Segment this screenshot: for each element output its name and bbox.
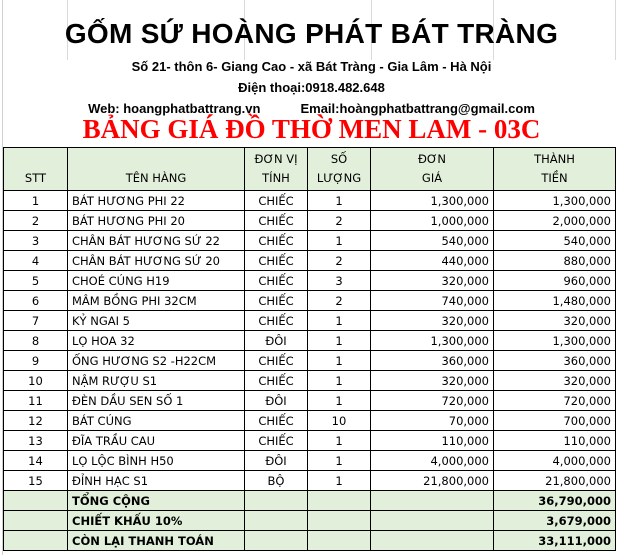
cell-stt: 4	[4, 251, 68, 271]
cell-stt: 10	[4, 371, 68, 391]
col-price	[371, 148, 494, 191]
empty-cell	[308, 491, 371, 511]
table-row	[4, 371, 616, 391]
cell-unit: CHIẾC	[245, 291, 308, 311]
cell-total: 700,000	[494, 411, 616, 431]
website: Web: hoangphatbattrang.vn	[88, 101, 261, 116]
cell-total: 1,300,000	[494, 331, 616, 351]
col-qty-l1: SỐ	[330, 152, 348, 166]
cell-stt: 7	[4, 311, 68, 331]
cell-stt: 12	[4, 411, 68, 431]
table-row	[4, 211, 616, 231]
cell-qty: 1	[308, 471, 371, 491]
table-header	[4, 148, 616, 191]
table-row	[4, 431, 616, 451]
cell-stt: 14	[4, 451, 68, 471]
cell-stt: 6	[4, 291, 68, 311]
cell-name: BÁT HƯƠNG PHI 22	[68, 191, 245, 211]
col-total	[494, 148, 616, 191]
cell-unit: CHIẾC	[245, 311, 308, 331]
cell-total: 1,300,000	[494, 191, 616, 211]
cell-total: 960,000	[494, 271, 616, 291]
cell-qty: 2	[308, 211, 371, 231]
empty-cell	[308, 531, 371, 551]
cell-qty: 1	[308, 391, 371, 411]
cell-unit: CHIẾC	[245, 211, 308, 231]
col-total-l1: THÀNH	[534, 152, 575, 166]
cell-name: NẬM RƯỢU S1	[68, 371, 245, 391]
cell-unit: CHIẾC	[245, 271, 308, 291]
cell-unit: CHIẾC	[245, 251, 308, 271]
cell-price: 1,000,000	[371, 211, 494, 231]
cell-name: ĐĨA TRẦU CAU	[68, 431, 245, 451]
cell-total: 1,480,000	[494, 291, 616, 311]
cell-unit: ĐÔI	[245, 451, 308, 471]
cell-name: LỌ LỘC BÌNH H50	[68, 451, 245, 471]
company-title: GỐM SỨ HOÀNG PHÁT BÁT TRÀNG	[64, 18, 559, 49]
col-price-l2: GIÁ	[421, 171, 443, 185]
col-unit-l1: ĐƠN VỊ	[254, 152, 298, 166]
col-qty	[308, 148, 371, 191]
cell-qty: 10	[308, 411, 371, 431]
cell-qty: 1	[308, 371, 371, 391]
empty-cell	[245, 491, 308, 511]
cell-name: LỌ HOA 32	[68, 331, 245, 351]
table-row	[4, 271, 616, 291]
table-row	[4, 291, 616, 311]
col-unit-l2: TÍNH	[262, 171, 290, 185]
cell-price: 1,300,000	[371, 331, 494, 351]
col-price-l1: ĐƠN	[417, 152, 446, 166]
table-row	[4, 451, 616, 471]
address: Số 21- thôn 6- Giang Cao - xã Bát Tràng - Gia Lâm - Hà Nội	[131, 59, 492, 74]
cell-price: 320,000	[371, 371, 494, 391]
total-label: CÒN LẠI THANH TOÁN	[68, 531, 245, 551]
cell-total: 540,000	[494, 231, 616, 251]
cell-price: 110,000	[371, 431, 494, 451]
total-row	[4, 531, 616, 551]
total-label: CHIẾT KHẤU 10%	[68, 511, 245, 531]
table-row	[4, 471, 616, 491]
total-label: TỔNG CỘNG	[68, 491, 245, 511]
empty-cell	[371, 491, 494, 511]
cell-name: BÁT HƯƠNG PHI 20	[68, 211, 245, 231]
cell-name: CHOÉ CÚNG H19	[68, 271, 245, 291]
cell-price: 440,000	[371, 251, 494, 271]
col-stt: STT	[4, 148, 68, 191]
cell-total: 110,000	[494, 431, 616, 451]
total-value: 3,679,000	[494, 511, 616, 531]
col-unit	[245, 148, 308, 191]
cell-stt: 5	[4, 271, 68, 291]
cell-qty: 1	[308, 451, 371, 471]
cell-name: ỐNG HƯƠNG S2 -H22CM	[68, 351, 245, 371]
cell-unit: ĐÔI	[245, 391, 308, 411]
table-row	[4, 311, 616, 331]
cell-price: 720,000	[371, 391, 494, 411]
cell-qty: 1	[308, 431, 371, 451]
cell-total: 2,000,000	[494, 211, 616, 231]
cell-total: 4,000,000	[494, 451, 616, 471]
empty-cell	[371, 511, 494, 531]
table-row	[4, 391, 616, 411]
table-row	[4, 251, 616, 271]
cell-qty: 2	[308, 291, 371, 311]
table-row	[4, 411, 616, 431]
cell-unit: CHIẾC	[245, 191, 308, 211]
cell-qty: 1	[308, 311, 371, 331]
cell-name: MÂM BỒNG PHI 32CM	[68, 291, 245, 311]
table-row	[4, 351, 616, 371]
cell-qty: 3	[308, 271, 371, 291]
cell-qty: 1	[308, 331, 371, 351]
cell-unit: ĐÔI	[245, 331, 308, 351]
empty-cell	[245, 531, 308, 551]
cell-total: 21,800,000	[494, 471, 616, 491]
total-row	[4, 511, 616, 531]
price-table	[3, 147, 616, 551]
table-row	[4, 331, 616, 351]
cell-price: 4,000,000	[371, 451, 494, 471]
cell-name: ĐỈNH HẠC S1	[68, 471, 245, 491]
cell-unit: BỘ	[245, 471, 308, 491]
col-name: TÊN HÀNG	[68, 148, 245, 191]
cell-price: 21,800,000	[371, 471, 494, 491]
cell-price: 540,000	[371, 231, 494, 251]
empty-cell	[4, 511, 68, 531]
cell-stt: 2	[4, 211, 68, 231]
cell-unit: CHIẾC	[245, 351, 308, 371]
cell-stt: 11	[4, 391, 68, 411]
empty-cell	[371, 531, 494, 551]
cell-stt: 9	[4, 351, 68, 371]
col-qty-l2: LƯỢNG	[316, 171, 362, 185]
cell-qty: 1	[308, 191, 371, 211]
total-row	[4, 491, 616, 511]
cell-unit: CHIẾC	[245, 371, 308, 391]
cell-price: 740,000	[371, 291, 494, 311]
cell-name: CHÂN BÁT HƯƠNG SỨ 22	[68, 231, 245, 251]
cell-total: 320,000	[494, 311, 616, 331]
table-row	[4, 191, 616, 211]
cell-stt: 3	[4, 231, 68, 251]
empty-cell	[4, 531, 68, 551]
cell-total: 320,000	[494, 371, 616, 391]
cell-qty: 1	[308, 351, 371, 371]
total-value: 36,790,000	[494, 491, 616, 511]
cell-unit: CHIẾC	[245, 431, 308, 451]
cell-total: 720,000	[494, 391, 616, 411]
phone: Điện thoại:0918.482.648	[238, 80, 385, 95]
cell-price: 70,000	[371, 411, 494, 431]
cell-price: 1,300,000	[371, 191, 494, 211]
empty-cell	[4, 491, 68, 511]
cell-stt: 1	[4, 191, 68, 211]
cell-price: 320,000	[371, 271, 494, 291]
empty-cell	[245, 511, 308, 531]
cell-qty: 2	[308, 251, 371, 271]
cell-unit: CHIẾC	[245, 231, 308, 251]
cell-stt: 15	[4, 471, 68, 491]
cell-total: 880,000	[494, 251, 616, 271]
col-total-l2: TIỀN	[541, 171, 568, 185]
cell-stt: 8	[4, 331, 68, 351]
table-row	[4, 231, 616, 251]
email: Email:hoàngphatbattrang@gmail.com	[300, 101, 535, 116]
cell-price: 360,000	[371, 351, 494, 371]
total-value: 33,111,000	[494, 531, 616, 551]
cell-stt: 13	[4, 431, 68, 451]
cell-qty: 1	[308, 231, 371, 251]
cell-price: 320,000	[371, 311, 494, 331]
cell-name: KỶ NGAI 5	[68, 311, 245, 331]
cell-name: ĐÈN DẦU SEN SỐ 1	[68, 391, 245, 411]
price-list-title: BẢNG GIÁ ĐỒ THỜ MEN LAM - 03C	[82, 114, 541, 144]
empty-cell	[308, 511, 371, 531]
cell-name: CHÂN BÁT HƯƠNG SỨ 20	[68, 251, 245, 271]
cell-total: 360,000	[494, 351, 616, 371]
cell-unit: CHIẾC	[245, 411, 308, 431]
cell-name: BÁT CÚNG	[68, 411, 245, 431]
